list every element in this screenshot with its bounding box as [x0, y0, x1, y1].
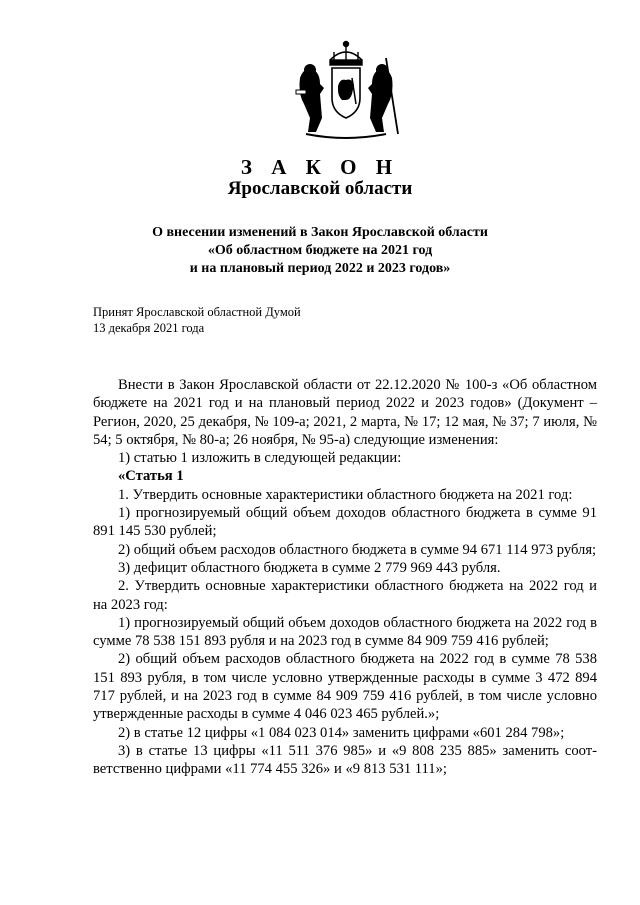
- document-subtitle: [0, 224, 640, 278]
- coat-of-arms-icon: [290, 38, 402, 143]
- document-type-title: З А К О Н: [240, 155, 400, 179]
- document-region-title: Ярославской области: [227, 178, 413, 199]
- body-paragraph: 1. Утвердить основные характеристики областного бюджета на 2021 год:: [118, 486, 573, 503]
- body-paragraph: 3) в статье 13 цифры «11 511 376 985» и «9 808 235 885» заменить соответственно цифрами «11 774 455 326» и «9 813 531 111»;: [93, 742, 597, 778]
- body-paragraph: 2) в статье 12 цифры «1 084 023 014» заменить цифрами «601 284 798»;: [118, 724, 565, 741]
- body-paragraph: 2) общий объем расходов областного бюджета на 2022 год в сумме 78 538 151 893 рубля, в том числе условно утвержденные расходы в сумме 3 472 894 717 рублей, и на 2023 год в сумме 84 909 759 416 рублей, в том числе условно утвержденные расходы в сумме 4 046 023 465 рублей.»;: [93, 651, 597, 723]
- adoption-note: [93, 304, 301, 336]
- body-paragraph: 1) прогнозируемый общий объем доходов областного бюджета в сумме 91 891 145 530 рублей;: [93, 505, 597, 540]
- article-heading: «Статья 1: [118, 468, 184, 485]
- subtitle-line: и на плановый период 2022 и 2023 годов»: [189, 261, 451, 276]
- body-paragraph: 3) дефицит областного бюджета в сумме 2 779 969 443 рубля.: [118, 559, 501, 576]
- body-paragraph: Внести в Закон Ярославской области от 22.12.2020 № 100-з «Об областном бюджете на 2021 год и на плановый период 2022 и 2023 годов» (Документ – Регион, 2020, 25 декабря, № 109-а; 2021, 2 марта, № 17; 12 мая, № 37; 7 июля, № 54; 5 октября, № 80-а; 26 ноября, № 95-а) следующие изменения:: [93, 377, 597, 448]
- subtitle-line: О внесении изменений в Закон Ярославской области: [152, 225, 488, 240]
- body-paragraph: 2) общий объем расходов областного бюджета в сумме 94 671 114 973 рубля;: [118, 541, 597, 558]
- adoption-date: 13 декабря 2021 года: [93, 321, 205, 335]
- document-body: [93, 376, 597, 779]
- body-paragraph: 2. Утвердить основные характеристики областного бюджета на 2022 год и на 2023 год:: [93, 578, 597, 613]
- body-paragraph: 1) статью 1 изложить в следующей редакции:: [118, 450, 402, 467]
- body-paragraph: 1) прогнозируемый общий объем доходов областного бюджета на 2022 год в сумме 78 538 151 893 рубля и на 2023 год в сумме 84 909 759 416 рублей;: [93, 614, 597, 650]
- adoption-body: Принят Ярославской областной Думой: [93, 305, 301, 319]
- subtitle-line: «Об областном бюджете на 2021 год: [207, 243, 433, 258]
